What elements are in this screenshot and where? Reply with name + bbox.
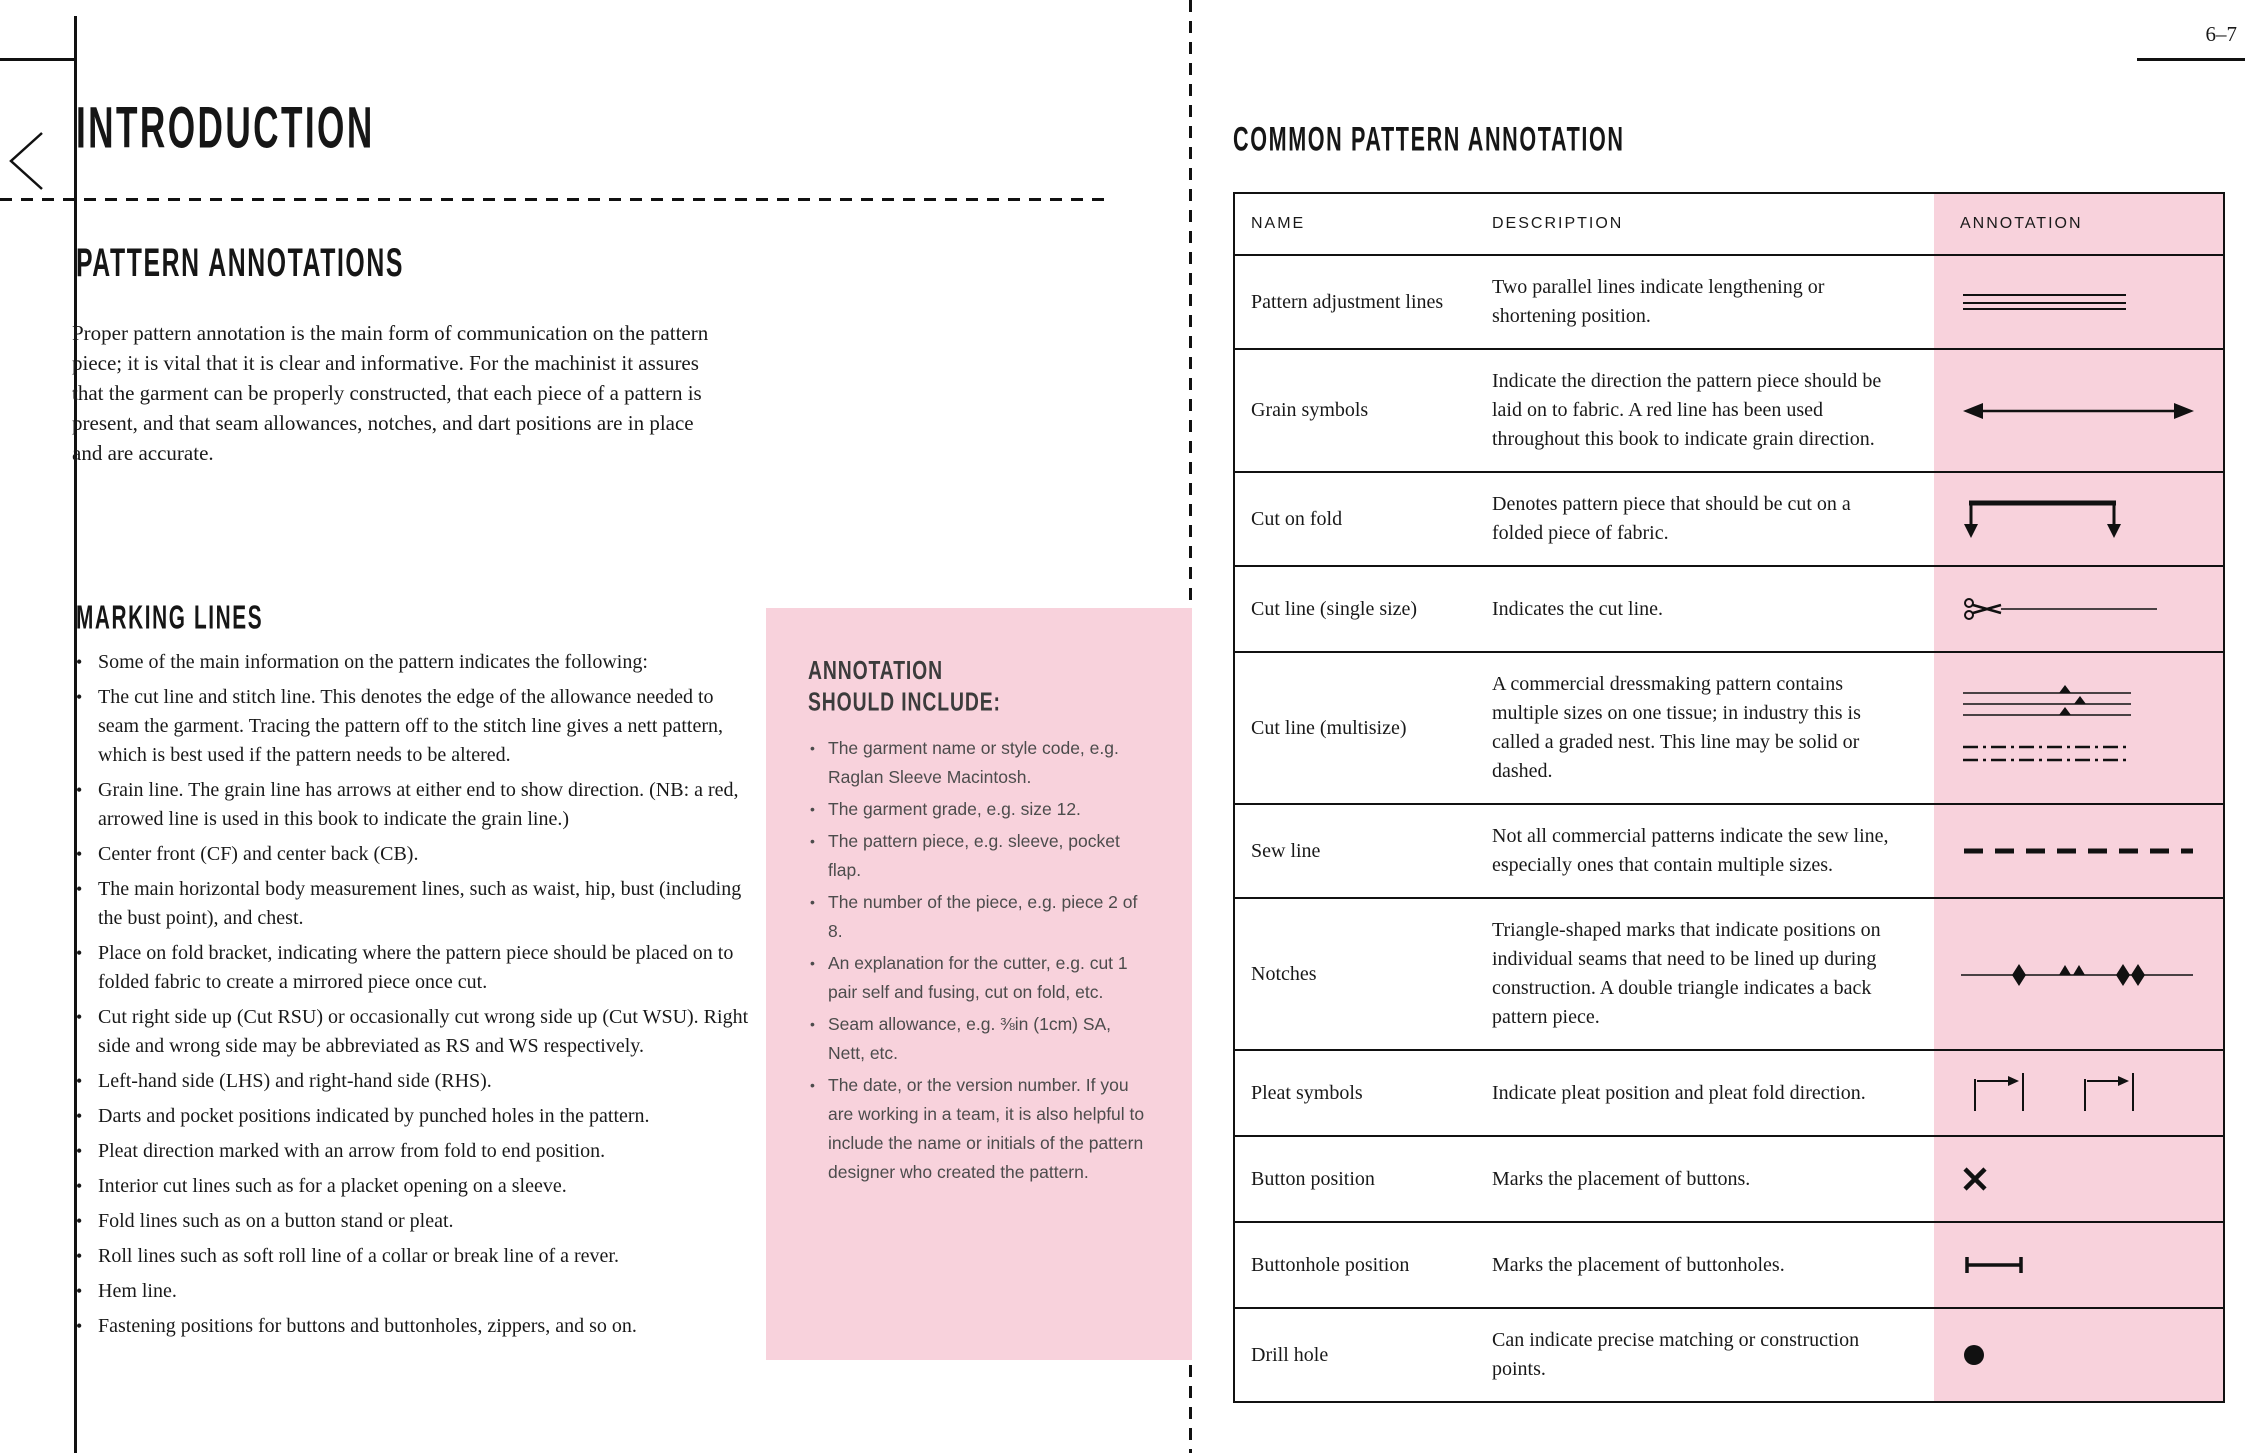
table-row: [1234, 472, 2224, 566]
double-headed-arrow-icon: [1961, 400, 2196, 422]
row-description: Two parallel lines indicate lengthening or shortening position.: [1476, 255, 1934, 349]
list-item: • The cut line and stitch line. This denotes the edge of the allowance needed to seam the garment. Tracing the pattern off to the stitch line gives a nett pattern, which is best used if the pattern needs to be altered.: [72, 683, 754, 770]
x-mark-icon: [1961, 1165, 1989, 1193]
pattern-annotation-table: [1233, 192, 2225, 1403]
table-header-row: [1234, 193, 2224, 255]
graded-nest-lines-icon: [1961, 684, 2136, 772]
table-row: [1234, 898, 2224, 1050]
list-item: • Center front (CF) and center back (CB).: [72, 840, 754, 869]
list-item: • Fold lines such as on a button stand or pleat.: [72, 1207, 754, 1236]
column-header-name: NAME: [1251, 215, 1306, 232]
row-name: Buttonhole position: [1234, 1222, 1476, 1308]
table-row: [1234, 652, 2224, 804]
list-item: • Cut right side up (Cut RSU) or occasionally cut wrong side up (Cut WSU). Right side and wrong side may be abbreviated as RS and WS respectively.: [72, 1003, 754, 1061]
table-row: [1234, 1050, 2224, 1136]
table-row: [1234, 1222, 2224, 1308]
table-row: [1234, 255, 2224, 349]
row-description: Triangle-shaped marks that indicate positions on individual seams that need to be lined up during construction. A double triangle indicates a back pattern piece.: [1476, 898, 1934, 1050]
section-heading: PATTERN ANNOTATIONS: [76, 240, 404, 285]
list-item: • The date, or the version number. If you are working in a team, it is also helpful to include the name or initials of the pattern designer who created the pattern.: [808, 1071, 1152, 1187]
row-description: A commercial dressmaking pattern contains multiple sizes on one tissue; in industry this is called a graded nest. This line may be solid or dashed.: [1476, 652, 1934, 804]
notch-marks-on-line-icon: [1961, 958, 2196, 990]
table-row: [1234, 349, 2224, 472]
row-name: Drill hole: [1234, 1308, 1476, 1402]
table-row: [1234, 1308, 2224, 1402]
marking-lines-heading: MARKING LINES: [76, 598, 264, 637]
table-row: [1234, 566, 2224, 652]
list-item: • Roll lines such as soft roll line of a collar or break line of a rever.: [72, 1242, 754, 1271]
row-name: Button position: [1234, 1136, 1476, 1222]
row-description: Indicate pleat position and pleat fold direction.: [1476, 1050, 1934, 1136]
page-folio: 6–7: [2205, 22, 2237, 46]
row-name: Cut line (multisize): [1234, 652, 1476, 804]
pleat-fold-arrows-icon: [1961, 1071, 2196, 1115]
list-item: • Seam allowance, e.g. ⅜in (1cm) SA, Nett, etc.: [808, 1010, 1152, 1068]
row-description: Not all commercial patterns indicate the sew line, especially ones that contain multiple sizes.: [1476, 804, 1934, 898]
list-item: • The main horizontal body measurement lines, such as waist, hip, bust (including the bust point), and chest.: [72, 875, 754, 933]
row-description: Indicate the direction the pattern piece should be laid on to fabric. A red line has been used throughout this book to indicate grain direction.: [1476, 349, 1934, 472]
row-name: Cut on fold: [1234, 472, 1476, 566]
list-item: • The garment grade, e.g. size 12.: [808, 795, 1152, 824]
list-item: • An explanation for the cutter, e.g. cut 1 pair self and fusing, cut on fold, etc.: [808, 949, 1152, 1007]
filled-dot-icon: [1961, 1342, 1987, 1368]
table-row: [1234, 1136, 2224, 1222]
row-description: Denotes pattern piece that should be cut on a folded piece of fabric.: [1476, 472, 1934, 566]
row-name: Pattern adjustment lines: [1234, 255, 1476, 349]
marking-lines-list: [72, 648, 754, 1347]
list-item: • Some of the main information on the pattern indicates the following:: [72, 648, 754, 677]
list-item: • Grain line. The grain line has arrows at either end to show direction. (NB: a red, arrowed line is used in this book to indicate the grain line.): [72, 776, 754, 834]
list-item: • Hem line.: [72, 1277, 754, 1306]
bold-dashed-line-icon: [1961, 845, 2196, 857]
list-item: • Darts and pocket positions indicated by punched holes in the pattern.: [72, 1102, 754, 1131]
row-name: Cut line (single size): [1234, 566, 1476, 652]
row-name: Pleat symbols: [1234, 1050, 1476, 1136]
scissors-on-line-icon: [1961, 594, 2161, 624]
common-pattern-annotation-heading: COMMON PATTERN ANNOTATION: [1233, 120, 1625, 159]
list-item: • Left-hand side (LHS) and right-hand side (RHS).: [72, 1067, 754, 1096]
annotation-box-list: [808, 734, 1152, 1187]
list-item: • Interior cut lines such as for a placket opening on a sleeve.: [72, 1172, 754, 1201]
parallel-lines-icon: [1961, 291, 2131, 313]
row-description: Can indicate precise matching or construction points.: [1476, 1308, 1934, 1402]
capped-bar-icon: [1961, 1253, 2027, 1277]
list-item: • Fastening positions for buttons and buttonholes, zippers, and so on.: [72, 1312, 754, 1341]
row-description: Marks the placement of buttons.: [1476, 1136, 1934, 1222]
table-row: [1234, 804, 2224, 898]
column-header-annotation: ANNOTATION: [1934, 193, 2224, 255]
list-item: • Place on fold bracket, indicating where the pattern piece should be placed on to folded fabric to create a mirrored piece once cut.: [72, 939, 754, 997]
list-item: • The number of the piece, e.g. piece 2 of 8.: [808, 888, 1152, 946]
intro-paragraph: Proper pattern annotation is the main form of communication on the pattern piece; it is vital that it is clear and informative. For the machinist it assures that the garment can be properly constructed, that each piece of a pattern is present, and that seam allowances, notches, and dart positions are in place and are accurate.: [72, 321, 709, 465]
fold-bracket-arrows-icon: [1961, 497, 2126, 541]
row-name: Sew line: [1234, 804, 1476, 898]
annotation-box-heading: ANNOTATION SHOULD INCLUDE:: [808, 655, 1001, 717]
row-description: Marks the placement of buttonholes.: [1476, 1222, 1934, 1308]
row-name: Notches: [1234, 898, 1476, 1050]
row-description: Indicates the cut line.: [1476, 566, 1934, 652]
list-item: • The pattern piece, e.g. sleeve, pocket flap.: [808, 827, 1152, 885]
list-item: • The garment name or style code, e.g. Raglan Sleeve Macintosh.: [808, 734, 1152, 792]
row-name: Grain symbols: [1234, 349, 1476, 472]
page-title: INTRODUCTION: [76, 96, 375, 161]
annotation-should-include-box: [766, 608, 1192, 1360]
list-item: • Pleat direction marked with an arrow from fold to end position.: [72, 1137, 754, 1166]
column-header-description: DESCRIPTION: [1492, 215, 1624, 232]
